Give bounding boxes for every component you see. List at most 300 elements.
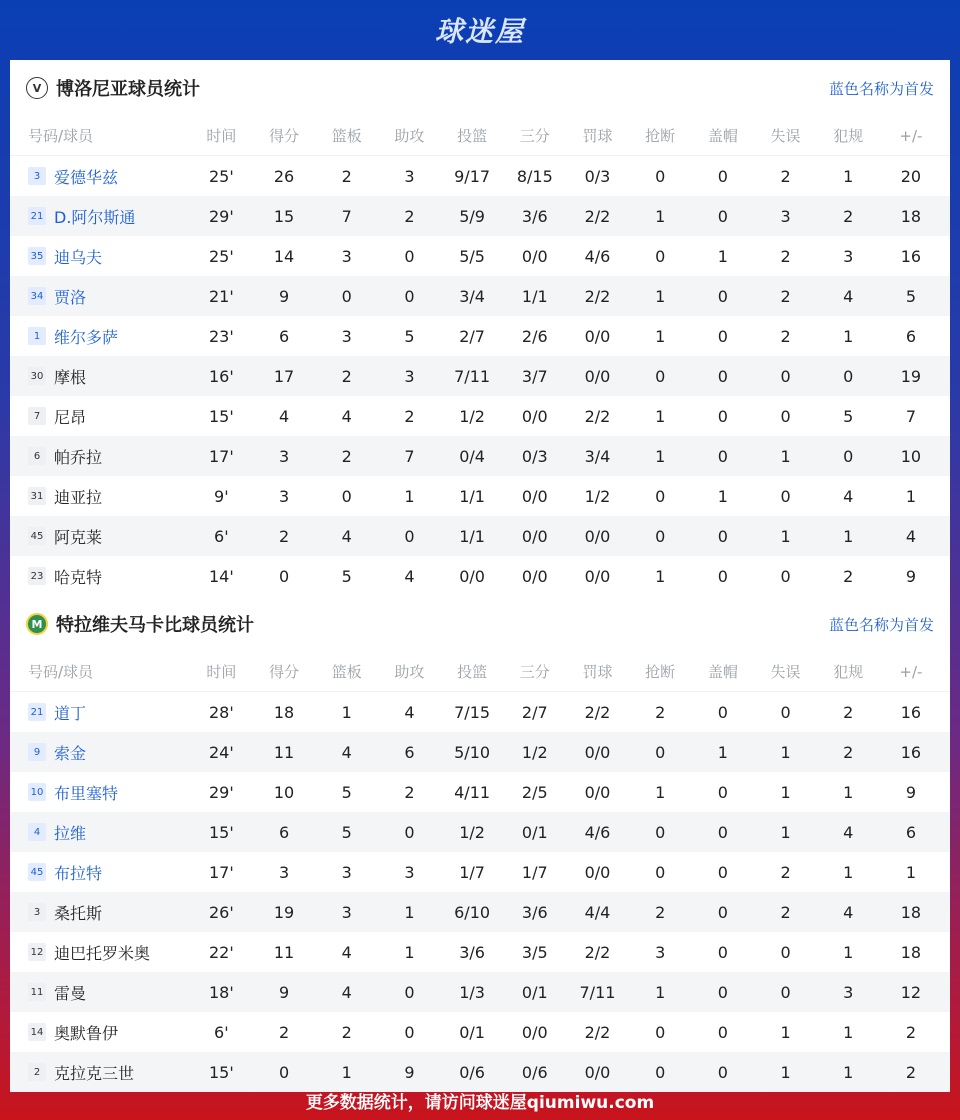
- player-cell: [10, 365, 190, 388]
- column-header: 时间: [206, 663, 237, 681]
- stat-cell: 1: [341, 1062, 352, 1082]
- stat-cell: 9': [214, 486, 229, 506]
- stat-cell: 16: [900, 702, 922, 722]
- stat-cell: 9: [404, 1062, 415, 1082]
- table-row[interactable]: [10, 276, 950, 316]
- stat-cell: 4: [843, 286, 854, 306]
- table-row[interactable]: [10, 236, 950, 276]
- stat-cell: 3/6: [521, 206, 548, 226]
- stat-cell: 0: [655, 742, 666, 762]
- stat-cell: 16: [900, 742, 922, 762]
- stat-cell: 3: [780, 206, 791, 226]
- player-cell: [10, 205, 190, 228]
- stat-cell: 1: [655, 206, 666, 226]
- stat-cell: 1: [780, 782, 791, 802]
- stat-cell: 2: [905, 1062, 916, 1082]
- stat-cell: 3: [404, 166, 415, 186]
- stat-cell: 0: [404, 526, 415, 546]
- stat-cell: 0/1: [521, 822, 548, 842]
- stat-cell: 15': [208, 1062, 234, 1082]
- stat-cell: 0: [655, 526, 666, 546]
- team-section: [10, 596, 950, 1092]
- table-row[interactable]: [10, 396, 950, 436]
- player-name: 阿克莱: [54, 527, 103, 547]
- stat-cell: 2: [780, 902, 791, 922]
- stat-cell: 0/0: [521, 486, 548, 506]
- stat-cell: 0: [717, 326, 728, 346]
- table-row[interactable]: [10, 732, 950, 772]
- stat-cell: 2: [843, 702, 854, 722]
- player-cell: [10, 445, 190, 468]
- table-row[interactable]: [10, 316, 950, 356]
- stat-cell: 0/3: [584, 166, 611, 186]
- stat-cell: 3: [843, 982, 854, 1002]
- stat-cell: 15': [208, 822, 234, 842]
- stat-cell: 2/2: [584, 406, 611, 426]
- stat-cell: 0: [843, 446, 854, 466]
- stat-cell: 2: [655, 702, 666, 722]
- player-name[interactable]: 贾洛: [54, 287, 87, 307]
- player-name[interactable]: 迪乌夫: [54, 247, 103, 267]
- jersey-number: 12: [28, 943, 46, 961]
- stat-cell: 1: [843, 526, 854, 546]
- column-header: 时间: [206, 127, 237, 145]
- jersey-number: 9: [28, 743, 46, 761]
- table-row[interactable]: [10, 156, 950, 196]
- table-header: [10, 652, 950, 692]
- stat-cell: 0: [655, 486, 666, 506]
- stat-cell: 0/6: [521, 1062, 548, 1082]
- stat-cell: 1: [717, 486, 728, 506]
- player-name: 哈克特: [54, 567, 103, 587]
- jersey-number: 35: [28, 247, 46, 265]
- stat-cell: 4/6: [584, 822, 611, 842]
- stat-cell: 4: [341, 526, 352, 546]
- footer-banner[interactable]: 更多数据统计，请访问球迷屋qiumiwu.com: [305, 1092, 655, 1113]
- stat-cell: 1/2: [459, 822, 485, 842]
- player-cell: [10, 821, 190, 844]
- column-header: 号码/球员: [28, 127, 94, 145]
- player-name: 克拉克三世: [54, 1063, 135, 1083]
- column-header: 助攻: [394, 127, 425, 145]
- stat-cell: 3: [341, 326, 352, 346]
- player-cell: [10, 165, 190, 188]
- stat-cell: 0: [717, 526, 728, 546]
- stat-cell: 2: [780, 286, 791, 306]
- column-header: 三分: [519, 663, 550, 681]
- stat-cell: 2: [278, 526, 290, 546]
- player-name[interactable]: 布里塞特: [54, 783, 119, 803]
- stat-cell: 0: [717, 206, 728, 226]
- stat-cell: 3/7: [521, 366, 548, 386]
- stat-cell: 0/0: [584, 566, 611, 586]
- jersey-number: 4: [28, 823, 46, 841]
- stat-cell: 1: [655, 446, 666, 466]
- stat-cell: 4: [341, 742, 352, 762]
- stat-cell: 3/6: [459, 942, 485, 962]
- player-name[interactable]: 索金: [54, 743, 87, 763]
- stat-cell: 3/6: [521, 902, 548, 922]
- stat-cell: 0: [655, 1062, 666, 1082]
- stat-cell: 1: [843, 1062, 854, 1082]
- stat-cell: 2: [843, 566, 854, 586]
- stat-cell: 5: [341, 822, 352, 842]
- table-row[interactable]: [10, 196, 950, 236]
- stat-cell: 6: [905, 822, 916, 842]
- stat-cell: 19: [900, 366, 922, 386]
- stat-cell: 2: [780, 862, 791, 882]
- stat-cell: 1: [780, 1022, 791, 1042]
- stat-cell: 3: [843, 246, 854, 266]
- stat-cell: 2/6: [521, 326, 548, 346]
- stat-cell: 0: [780, 566, 791, 586]
- stat-cell: 0: [655, 862, 666, 882]
- player-cell: [10, 405, 190, 428]
- stat-cell: 0/0: [584, 366, 611, 386]
- stat-cell: 1: [341, 702, 352, 722]
- stat-cell: 25': [208, 166, 234, 186]
- table-row[interactable]: [10, 476, 950, 516]
- stat-cell: 1: [655, 566, 666, 586]
- stat-cell: 0: [717, 702, 728, 722]
- column-header: 犯规: [833, 663, 864, 681]
- stat-cell: 5/5: [459, 246, 485, 266]
- stat-cell: 0: [404, 1022, 415, 1042]
- stat-cell: 0: [655, 246, 666, 266]
- stat-cell: 1: [404, 486, 415, 506]
- stat-cell: 4/6: [584, 246, 611, 266]
- column-header: 三分: [519, 127, 550, 145]
- stat-cell: 0/0: [584, 782, 611, 802]
- jersey-number: 6: [28, 447, 46, 465]
- stat-cell: 1: [843, 166, 854, 186]
- stat-cell: 1: [655, 286, 666, 306]
- player-name: 雷曼: [54, 983, 87, 1003]
- table-row[interactable]: [10, 1012, 950, 1052]
- stat-cell: 9: [278, 982, 290, 1002]
- stat-cell: 3/4: [584, 446, 611, 466]
- stat-cell: 2: [404, 406, 415, 426]
- section-header: [10, 596, 950, 652]
- stat-cell: 0: [780, 366, 791, 386]
- table-row[interactable]: [10, 852, 950, 892]
- stat-cell: 0: [717, 286, 728, 306]
- player-cell: [10, 565, 190, 588]
- stat-cell: 3: [278, 862, 290, 882]
- table-row[interactable]: [10, 356, 950, 396]
- stat-cell: 0/0: [584, 862, 611, 882]
- stat-cell: 4: [341, 942, 352, 962]
- column-header: 抢断: [645, 127, 676, 145]
- stat-cell: 0: [404, 286, 415, 306]
- team-logo-icon: V: [26, 77, 48, 99]
- stat-cell: 1: [780, 822, 791, 842]
- stat-cell: 6: [278, 822, 290, 842]
- player-cell: [10, 861, 190, 884]
- stat-cell: 7: [905, 406, 916, 426]
- column-header: 盖帽: [707, 127, 738, 145]
- stat-cell: 0: [780, 486, 791, 506]
- stat-cell: 3: [278, 446, 290, 466]
- stat-cell: 11: [273, 942, 295, 962]
- table-row[interactable]: [10, 772, 950, 812]
- table-row[interactable]: [10, 972, 950, 1012]
- stat-cell: 0: [717, 782, 728, 802]
- stat-cell: 1: [655, 982, 666, 1002]
- stat-cell: 4: [843, 902, 854, 922]
- stat-cell: 6: [905, 326, 916, 346]
- player-name[interactable]: 爱德华兹: [54, 167, 119, 187]
- player-cell: [10, 1021, 190, 1044]
- stat-cell: 17': [208, 862, 234, 882]
- stat-cell: 2: [780, 166, 791, 186]
- stat-cell: 4: [404, 566, 415, 586]
- stat-cell: 2/2: [584, 286, 611, 306]
- stat-cell: 7: [341, 206, 352, 226]
- stat-cell: 2: [341, 1022, 352, 1042]
- player-name[interactable]: D.阿尔斯通: [54, 207, 136, 227]
- stat-cell: 0: [655, 366, 666, 386]
- stat-cell: 3: [404, 862, 415, 882]
- stat-cell: 14: [273, 246, 295, 266]
- stat-cell: 16': [208, 366, 234, 386]
- stat-cell: 0: [843, 366, 854, 386]
- player-cell: [10, 485, 190, 508]
- table-row[interactable]: [10, 892, 950, 932]
- stat-cell: 2: [780, 326, 791, 346]
- jersey-number: 21: [28, 703, 46, 721]
- stat-cell: 9/17: [454, 166, 491, 186]
- team-section: [10, 60, 950, 596]
- stat-cell: 29': [208, 206, 234, 226]
- team-title: [26, 611, 254, 637]
- stat-cell: 0: [780, 982, 791, 1002]
- stat-cell: 0/1: [459, 1022, 485, 1042]
- team-title: [26, 75, 200, 101]
- player-cell: [10, 245, 190, 268]
- stat-cell: 3: [341, 862, 352, 882]
- stat-cell: 6: [278, 326, 290, 346]
- stat-cell: 0/0: [521, 246, 548, 266]
- stat-cell: 3/4: [459, 286, 485, 306]
- column-header: 助攻: [394, 663, 425, 681]
- player-cell: [10, 901, 190, 924]
- stat-cell: 18: [900, 942, 922, 962]
- stat-cell: 3/5: [521, 942, 548, 962]
- stat-cell: 4: [404, 702, 415, 722]
- player-name[interactable]: 布拉特: [54, 863, 103, 883]
- stat-cell: 2/2: [584, 942, 611, 962]
- stat-cell: 1: [780, 1062, 791, 1082]
- stat-cell: 0: [404, 822, 415, 842]
- stat-cell: 0: [717, 1062, 728, 1082]
- table-row[interactable]: [10, 812, 950, 852]
- jersey-number: 31: [28, 487, 46, 505]
- jersey-number: 14: [28, 1023, 46, 1041]
- stat-cell: 6/10: [454, 902, 491, 922]
- stat-cell: 2/7: [459, 326, 485, 346]
- column-header: 得分: [269, 663, 300, 681]
- stat-cell: 7/11: [579, 982, 616, 1002]
- stat-cell: 2: [278, 1022, 290, 1042]
- stat-cell: 1/7: [459, 862, 485, 882]
- stat-cell: 0/1: [521, 982, 548, 1002]
- jersey-number: 45: [28, 527, 46, 545]
- stat-cell: 0: [341, 286, 352, 306]
- stat-cell: 0: [780, 942, 791, 962]
- stat-cell: 5: [905, 286, 916, 306]
- stat-cell: 1: [655, 406, 666, 426]
- jersey-number: 3: [28, 167, 46, 185]
- stat-cell: 0: [717, 446, 728, 466]
- stat-cell: 0: [780, 702, 791, 722]
- column-header: 篮板: [331, 127, 362, 145]
- table-row[interactable]: [10, 436, 950, 476]
- player-name[interactable]: 拉维: [54, 823, 87, 843]
- column-header: 失误: [770, 127, 801, 145]
- column-header: 号码/球员: [28, 663, 94, 681]
- stat-cell: 0: [717, 566, 728, 586]
- stat-cell: 6: [404, 742, 415, 762]
- player-cell: [10, 325, 190, 348]
- stat-cell: 5: [341, 782, 352, 802]
- stat-cell: 0: [717, 166, 728, 186]
- stat-cell: 2: [843, 206, 854, 226]
- team-logo-icon: M: [26, 613, 48, 635]
- column-header: +/-: [899, 126, 923, 145]
- stat-cell: 3: [655, 942, 666, 962]
- stat-cell: 0: [341, 486, 352, 506]
- jersey-number: 34: [28, 287, 46, 305]
- stat-cell: 11: [273, 742, 295, 762]
- table-row[interactable]: [10, 516, 950, 556]
- starter-note: 蓝色名称为首发: [828, 615, 934, 634]
- stat-cell: 9: [905, 566, 916, 586]
- stat-cell: 21': [208, 286, 234, 306]
- stat-cell: 18': [208, 982, 234, 1002]
- player-cell: [10, 741, 190, 764]
- stat-cell: 1: [717, 246, 728, 266]
- stat-cell: 1: [905, 486, 916, 506]
- jersey-number: 3: [28, 903, 46, 921]
- stat-cell: 29': [208, 782, 234, 802]
- column-header: 篮板: [331, 663, 362, 681]
- stat-cell: 0: [780, 406, 791, 426]
- stat-cell: 7/11: [454, 366, 491, 386]
- column-header: 投篮: [457, 663, 488, 681]
- stat-cell: 3: [404, 366, 415, 386]
- player-name: 摩根: [54, 367, 87, 387]
- stat-cell: 4: [278, 406, 290, 426]
- stat-cell: 1: [843, 1022, 854, 1042]
- player-name[interactable]: 维尔多萨: [54, 327, 119, 347]
- table-row[interactable]: [10, 932, 950, 972]
- column-header: 罚球: [582, 127, 613, 145]
- stat-cell: 0: [278, 1062, 290, 1082]
- stat-cell: 2: [905, 1022, 916, 1042]
- stat-cell: 1: [780, 446, 791, 466]
- player-name: 尼昂: [54, 407, 87, 427]
- team-name: 博洛尼亚球员统计: [56, 79, 200, 100]
- stat-cell: 1: [843, 942, 854, 962]
- player-cell: [10, 941, 190, 964]
- column-header: 失误: [770, 663, 801, 681]
- stat-cell: 25': [208, 246, 234, 266]
- column-header: 得分: [269, 127, 300, 145]
- stat-cell: 1/1: [459, 526, 485, 546]
- stat-cell: 0: [717, 822, 728, 842]
- player-cell: [10, 701, 190, 724]
- stat-cell: 5/9: [459, 206, 485, 226]
- stat-cell: 0: [717, 982, 728, 1002]
- table-header: [10, 116, 950, 156]
- stat-cell: 0: [717, 862, 728, 882]
- player-name: 迪巴托罗米奥: [54, 943, 151, 963]
- stat-cell: 0: [717, 406, 728, 426]
- stat-cell: 26: [273, 166, 295, 186]
- stat-cell: 1: [655, 782, 666, 802]
- stat-cell: 2: [780, 246, 791, 266]
- stat-cell: 1: [404, 942, 415, 962]
- stat-cell: 0: [655, 1022, 666, 1042]
- stat-cell: 19: [273, 902, 295, 922]
- stat-cell: 7/15: [454, 702, 491, 722]
- stat-cell: 12: [900, 982, 922, 1002]
- stat-cell: 17': [208, 446, 234, 466]
- stat-cell: 3: [278, 486, 290, 506]
- stat-cell: 2/2: [584, 1022, 611, 1042]
- jersey-number: 1: [28, 327, 46, 345]
- stat-cell: 4: [341, 982, 352, 1002]
- jersey-number: 2: [28, 1063, 46, 1081]
- table-row[interactable]: [10, 556, 950, 596]
- column-header: 盖帽: [707, 663, 738, 681]
- player-name[interactable]: 道丁: [54, 703, 87, 723]
- starter-note: 蓝色名称为首发: [828, 79, 934, 98]
- stat-cell: 0: [404, 982, 415, 1002]
- stat-cell: 20: [900, 166, 922, 186]
- stat-cell: 22': [208, 942, 234, 962]
- player-cell: [10, 285, 190, 308]
- team-name: 特拉维夫马卡比球员统计: [56, 615, 254, 636]
- column-header: 投篮: [457, 127, 488, 145]
- stat-cell: 6': [214, 1022, 229, 1042]
- jersey-number: 23: [28, 567, 46, 585]
- stat-cell: 10: [273, 782, 295, 802]
- jersey-number: 45: [28, 863, 46, 881]
- stat-cell: 7: [404, 446, 415, 466]
- player-cell: [10, 781, 190, 804]
- column-header: 抢断: [645, 663, 676, 681]
- jersey-number: 21: [28, 207, 46, 225]
- stat-cell: 0: [717, 902, 728, 922]
- stat-cell: 2/2: [584, 206, 611, 226]
- stat-cell: 1/2: [459, 406, 485, 426]
- stat-cell: 1: [843, 862, 854, 882]
- stat-cell: 0/3: [521, 446, 548, 466]
- stat-cell: 6': [214, 526, 229, 546]
- stats-card: [10, 60, 950, 1083]
- stat-cell: 26': [208, 902, 234, 922]
- stat-cell: 0/0: [521, 406, 548, 426]
- stat-cell: 24': [208, 742, 234, 762]
- section-header: [10, 60, 950, 116]
- stat-cell: 4/11: [454, 782, 491, 802]
- jersey-number: 11: [28, 983, 46, 1001]
- stat-cell: 0: [655, 822, 666, 842]
- stat-cell: 1: [404, 902, 415, 922]
- table-row[interactable]: [10, 692, 950, 732]
